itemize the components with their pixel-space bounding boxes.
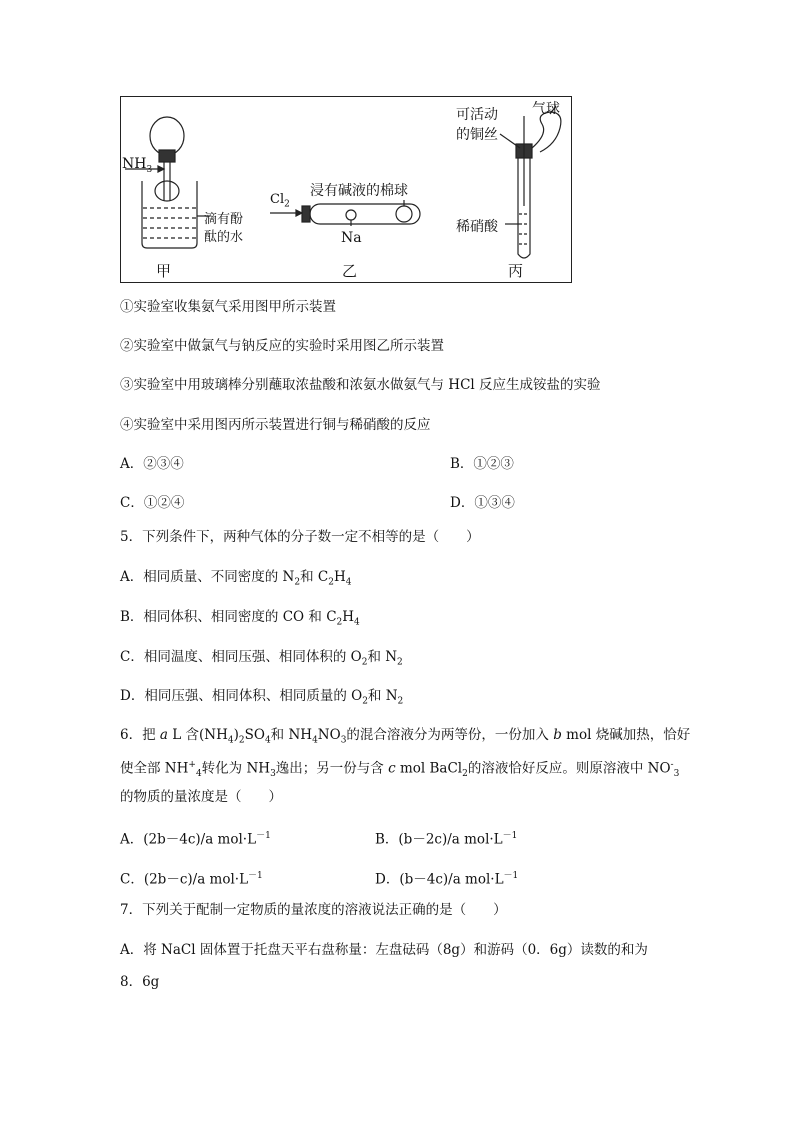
cotton-ball-label: 浸有碱液的棉球 <box>310 183 408 199</box>
statement-4: ④实验室中采用图丙所示装置进行铜与稀硝酸的反应 <box>120 417 431 433</box>
q6-option-b: B．(b－2c)/a $mol\cdot L^{-1}$ <box>375 831 518 848</box>
q4-option-a: A．②③④ <box>120 456 184 472</box>
q4-option-c: C．①②④ <box>120 495 185 511</box>
cl2-label: $Cl_2$ <box>270 192 290 210</box>
statement-2: ②实验室中做氯气与钠反应的实验时采用图乙所示装置 <box>120 338 444 354</box>
q6-stem-line-2: 使全部 $NH^+_4$转化为 $NH_3$逸出；另一份与含 c mol BaCl$_2$的溶液恰好反应。则原溶液中 $NO^-_3$ <box>120 760 680 780</box>
sodium-label: Na <box>341 230 362 246</box>
q6-stem-line-1: 6．把 a L 含$(NH_4)_2SO_4$和 $NH_4NO_3$的混合溶液分为两等份，一份加入 b mol 烧碱加热，恰好 <box>120 727 691 746</box>
phenolphthalein-water-label-1: 滴有酚 <box>204 212 244 227</box>
q6-stem-line-3: 的物质的量浓度是（ ） <box>120 789 282 805</box>
q5-option-b: B．相同体积、相同密度的 CO 和 $C_2H_4$ <box>120 609 360 628</box>
phenolphthalein-water-label-2: 酞的水 <box>204 230 244 245</box>
movable-copper-label-1: 可活动 <box>456 107 498 123</box>
apparatus-figure <box>120 96 572 283</box>
apparatus-jia <box>125 117 210 248</box>
apparatus-yi <box>270 200 420 226</box>
q7-option-a-line-1: A．将 NaCl 固体置于托盘天平右盘称量：左盘砝码（8g）和游码（0．6g）读数的和为 <box>120 942 648 958</box>
q7-option-a-line-2: 8．6g <box>120 974 160 990</box>
q5-option-d: D．相同压强、相同体积、相同质量的 $O_2$和 $N_2$ <box>120 688 404 707</box>
figure-label-bing: 丙 <box>508 262 524 280</box>
figure-label-yi: 乙 <box>342 262 358 280</box>
q6-option-c: C．(2b－c)/a $mol\cdot L^{-1}$ <box>120 871 263 888</box>
apparatus-bing <box>500 106 561 258</box>
q5-option-c: C．相同温度、相同压强、相同体积的 $O_2$和 $N_2$ <box>120 649 403 668</box>
q5-stem: 5．下列条件下，两种气体的分子数一定不相等的是（ ） <box>120 529 480 545</box>
q6-option-d: D．(b－4c)/a $mol\cdot L^{-1}$ <box>375 871 519 888</box>
statement-3: ③实验室中用玻璃棒分别蘸取浓盐酸和浓氨水做氨气与 HCl 反应生成铵盐的实验 <box>120 377 601 393</box>
q6-option-a: A．(2b－4c)/a $mol\cdot L^{-1}$ <box>120 831 271 848</box>
q7-stem: 7．下列关于配制一定物质的量浓度的溶液说法正确的是（ ） <box>120 902 507 918</box>
movable-copper-label-2: 的铜丝 <box>456 127 498 143</box>
balloon-label: 气球 <box>532 101 560 117</box>
figure-label-jia: 甲 <box>156 262 172 280</box>
nh3-label: $NH_3$ <box>122 156 153 175</box>
statement-1: ①实验室收集氨气采用图甲所示装置 <box>120 299 336 315</box>
dilute-nitric-acid-label: 稀硝酸 <box>456 219 498 235</box>
q5-option-a: A．相同质量、不同密度的 $N_2$和 $C_2H_4$ <box>120 569 352 588</box>
q4-option-b: B．①②③ <box>450 456 514 472</box>
q4-option-d: D．①③④ <box>450 495 515 511</box>
